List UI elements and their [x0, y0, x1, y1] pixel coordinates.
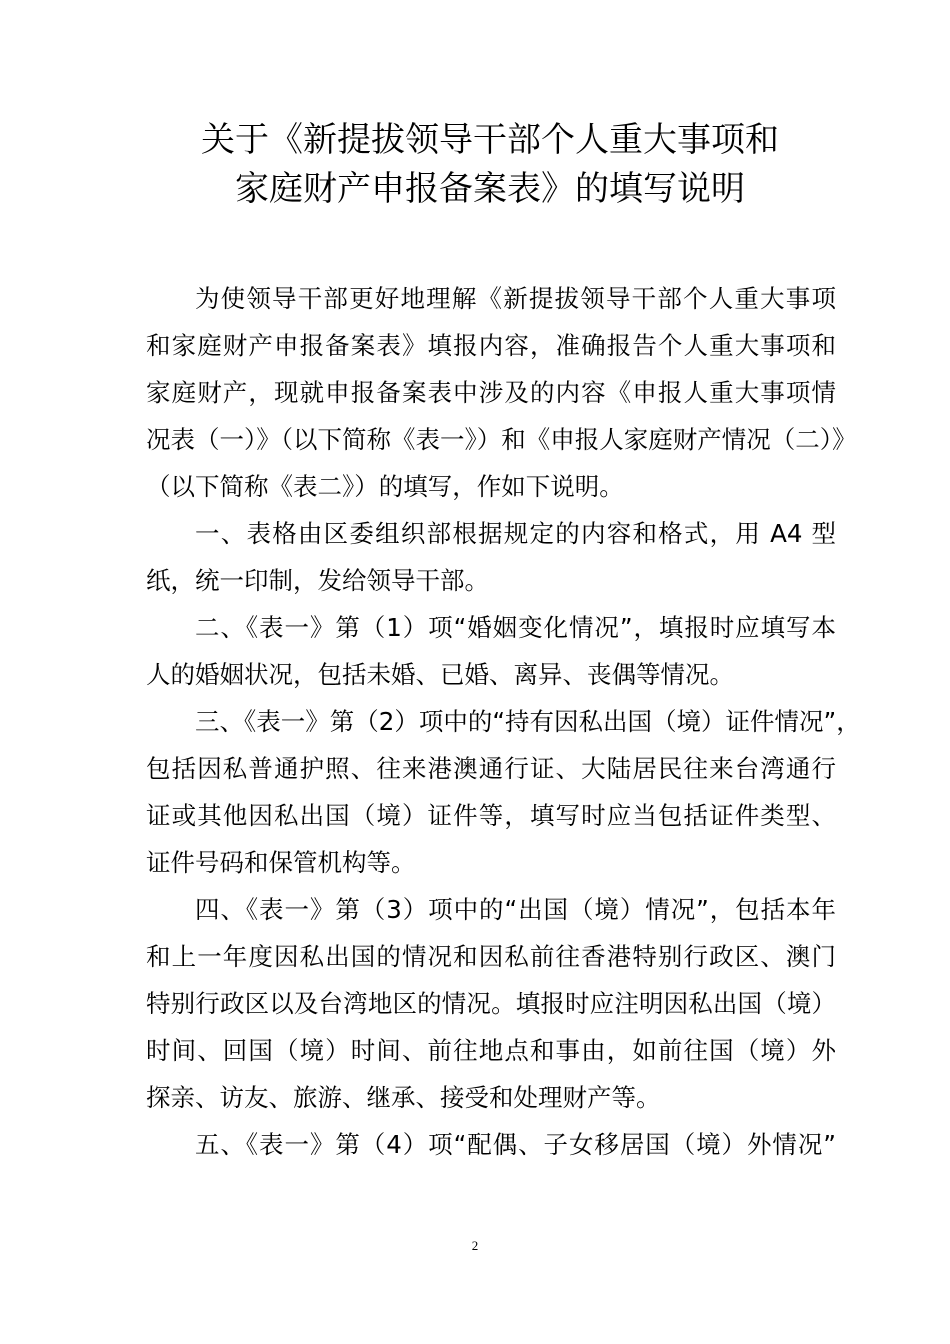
paragraph-4-line-3: 证或其他因私出国（境）证件等，填写时应当包括证件类型、 [146, 801, 836, 830]
paragraph-5-line-3: 特别行政区以及台湾地区的情况。填报时应注明因私出国（境） [146, 989, 836, 1018]
paragraph-2-line-2: 纸，统一印制，发给领导干部。 [146, 566, 489, 595]
paragraph-1-line-1: 为使领导干部更好地理解《新提拔领导干部个人重大事项 [195, 284, 836, 313]
paragraph-1-line-5: （以下简称《表二》）的填写，作如下说明。 [146, 472, 624, 501]
paragraph-5-line-5: 探亲、访友、旅游、继承、接受和处理财产等。 [146, 1083, 661, 1112]
page-number: 2 [471, 1238, 479, 1253]
paragraph-5-line-2: 和上一年度因私出国的情况和因私前往香港特别行政区、澳门 [146, 942, 836, 971]
paragraph-5-line-1: 四、《表一》第（3）项中的“出国（境）情况”，包括本年 [195, 895, 836, 924]
paragraph-6-line-1: 五、《表一》第（4）项“配偶、子女移居国（境）外情况” [195, 1130, 836, 1159]
paragraph-1-line-2: 和家庭财产申报备案表》填报内容，准确报告个人重大事项和 [146, 331, 836, 360]
paragraph-3-line-1: 二、《表一》第（1）项“婚姻变化情况”，填报时应填写本 [195, 613, 836, 642]
paragraph-5-line-4: 时间、回国（境）时间、前往地点和事由，如前往国（境）外 [146, 1036, 836, 1065]
paragraph-4-line-2: 包括因私普通护照、往来港澳通行证、大陆居民往来台湾通行 [146, 754, 836, 783]
document-title-line-2: 家庭财产申报备案表》的填写说明 [235, 169, 745, 209]
paragraph-3-line-2: 人的婚姻状况，包括未婚、已婚、离异、丧偶等情况。 [146, 660, 734, 689]
paragraph-4-line-4: 证件号码和保管机构等。 [146, 848, 416, 877]
paragraph-1-line-3: 家庭财产，现就申报备案表中涉及的内容《申报人重大事项情 [146, 378, 836, 407]
document-title-line-1: 关于《新提拔领导干部个人重大事项和 [201, 120, 779, 160]
paragraph-2-line-1: 一、表格由区委组织部根据规定的内容和格式，用 A4 型 [195, 519, 836, 548]
paragraph-4-line-1: 三、《表一》第（2）项中的“持有因私出国（境）证件情况”， [195, 707, 861, 736]
paragraph-1-line-4: 况表（一）》（以下简称《表一》）和《申报人家庭财产情况（二）》 [146, 425, 857, 454]
